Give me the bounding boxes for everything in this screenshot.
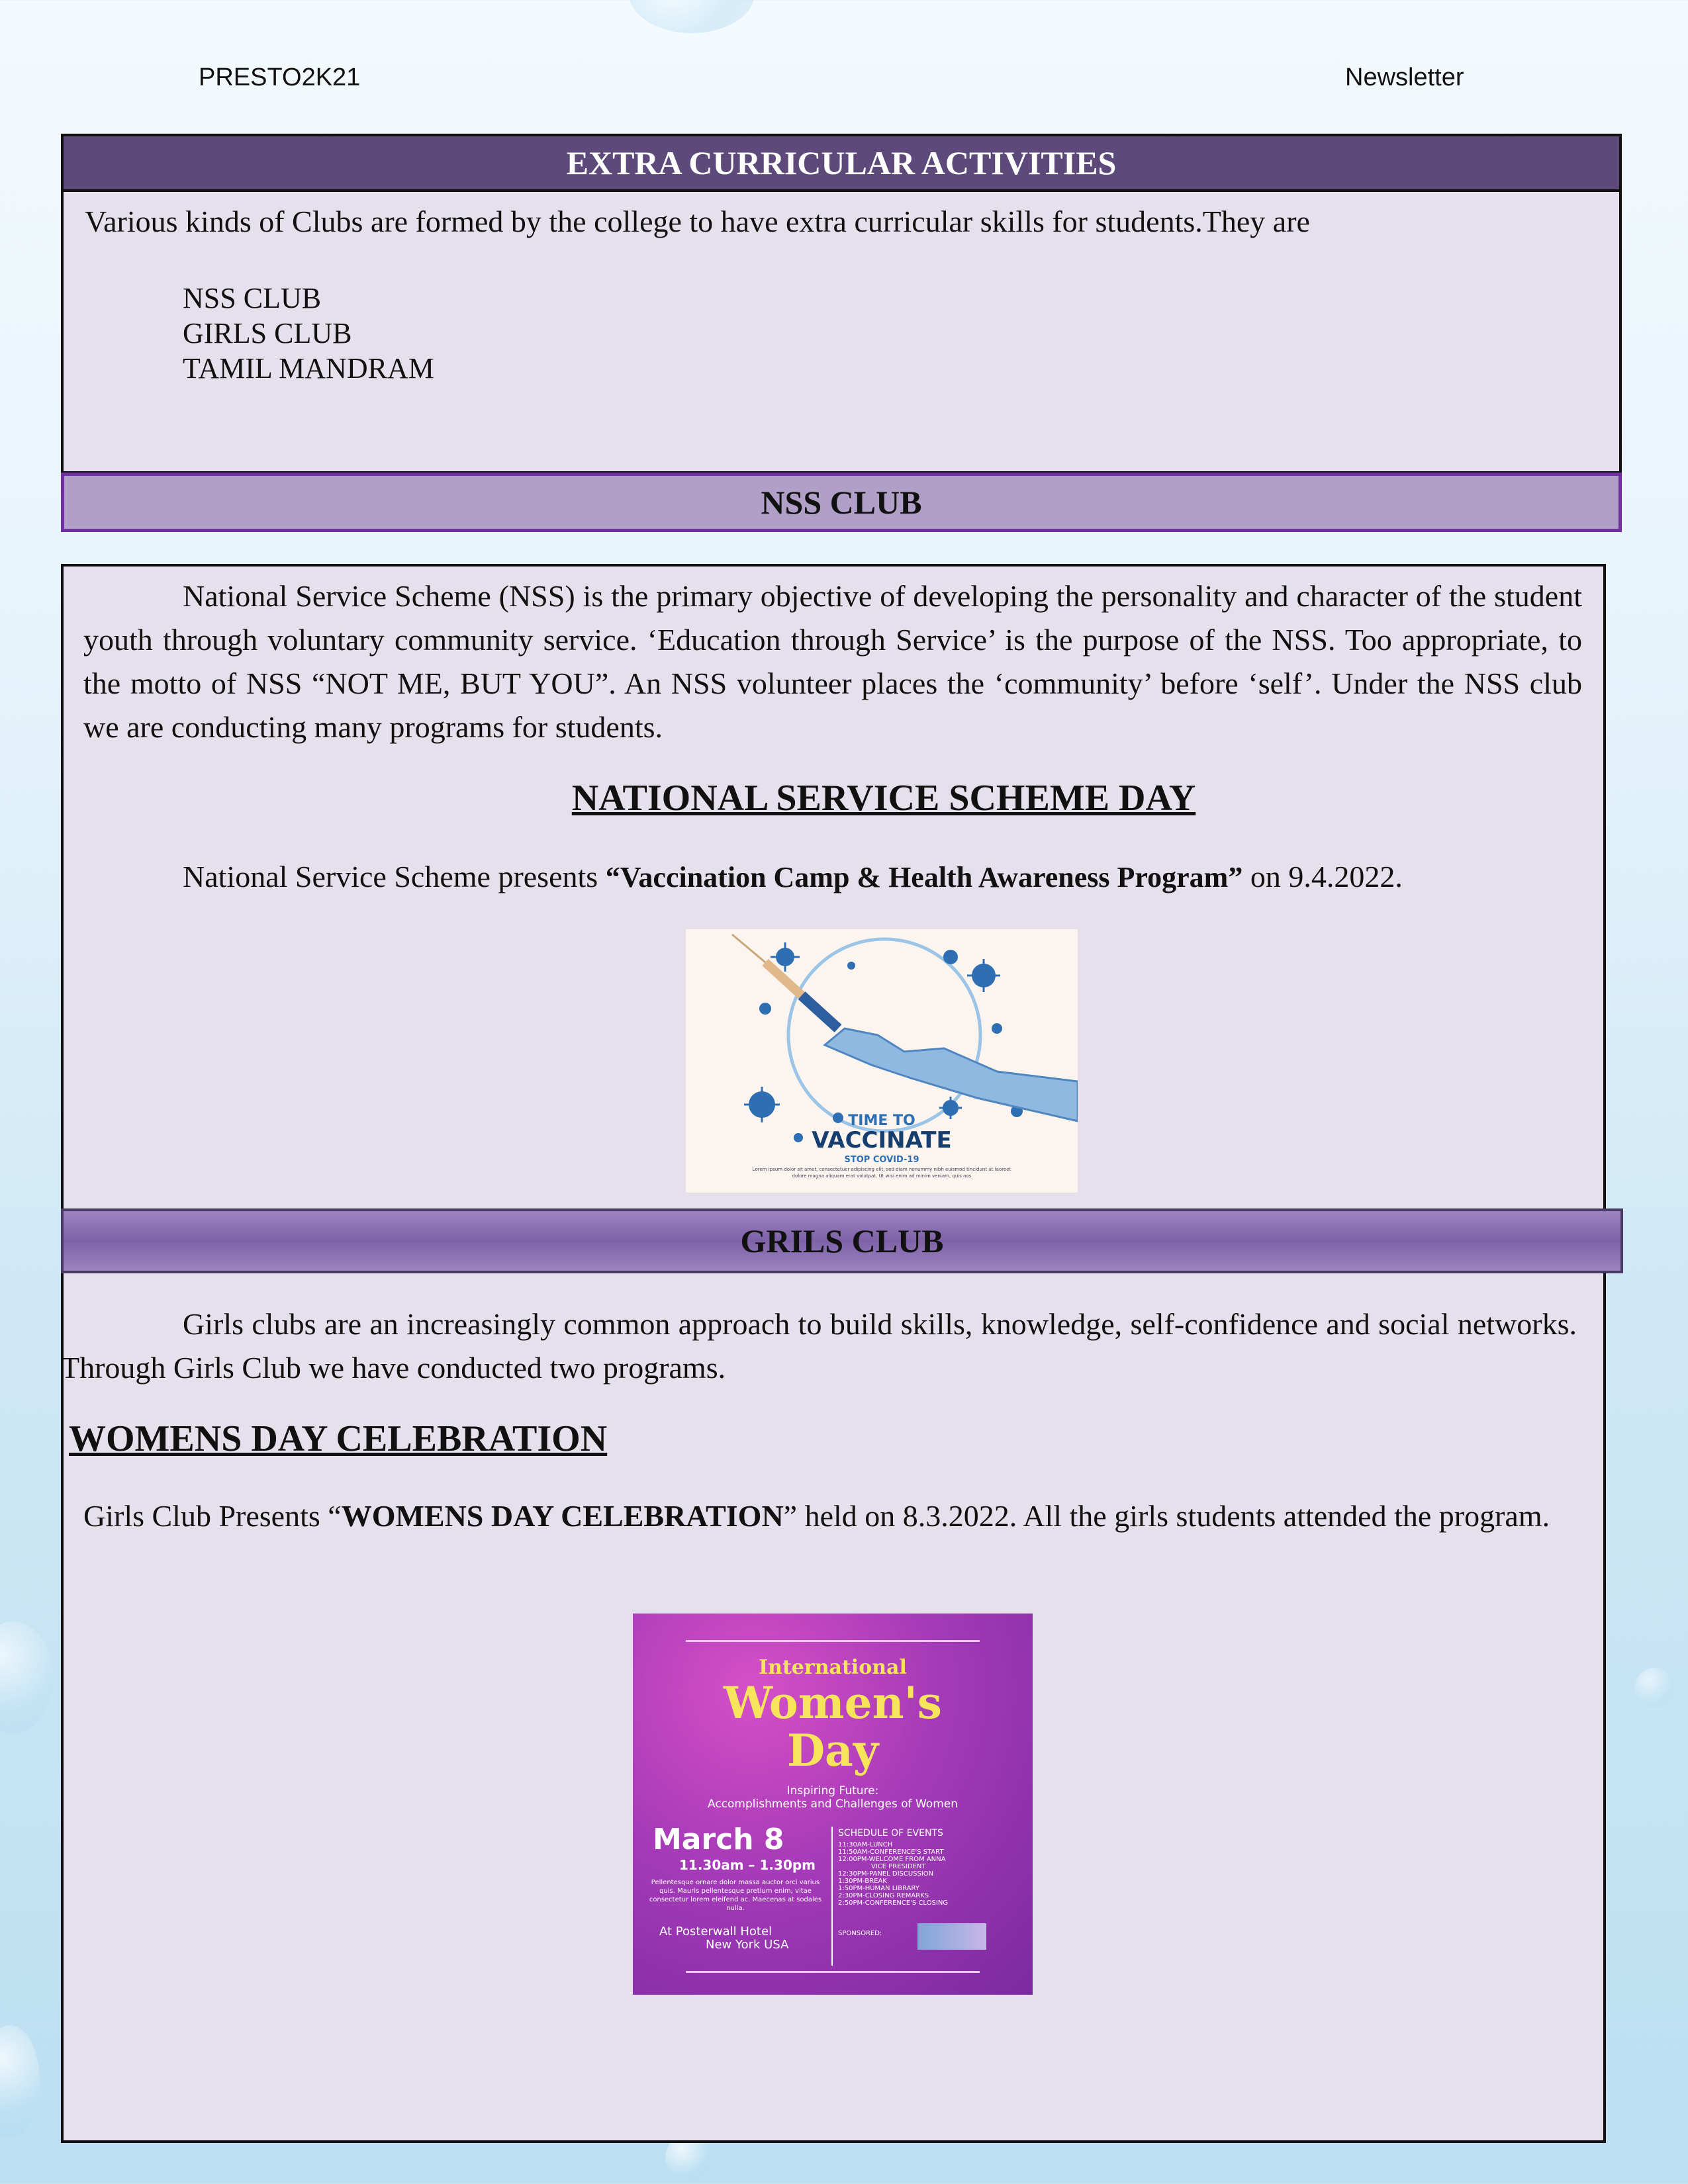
girls-title-band (61, 1208, 1623, 1273)
extracurricular-title: EXTRA CURRICULAR ACTIVITIES (566, 144, 1117, 181)
poster-text-blurb: Pellentesque ornare dolor massa auctor orci varius quis. Mauris pellentesque pretium enim, vitae consectetur lorem eleifend ac. Maecenas at sodales nulla. (649, 1879, 822, 1912)
schedule-item: 11:50AM-CONFERENCE'S START (838, 1848, 944, 1856)
poster-text-lorem: Lorem ipsum dolor sit amet, consectetuer adipiscing elit, sed diam nonummy nibh euismod tincidunt ut laoreet dolore magna aliquam erat volutpat. Ut wisi enim ad minim veniam, quis nos (752, 1167, 1011, 1179)
poster-text-date: March 8 (653, 1823, 784, 1856)
poster-text-time: 11.30am – 1.30pm (679, 1857, 816, 1873)
bubble-decoration (629, 0, 755, 33)
club-list-item: NSS CLUB (183, 282, 322, 314)
poster-flourish (686, 1640, 980, 1642)
bubble-decoration (1635, 1668, 1675, 1707)
poster-text-schedule-title: SCHEDULE OF EVENTS (838, 1828, 943, 1839)
vaccinate-illustration (686, 929, 1078, 1193)
poster-text-time-to: TIME TO (848, 1113, 915, 1129)
poster-text-international: International (759, 1656, 907, 1679)
poster-text-stop-covid: STOP COVID-19 (844, 1155, 919, 1165)
girls-event-line: Girls Club Presents “WOMENS DAY CELEBRATION” held on 8.3.2022. All the girls students attended the program. (83, 1499, 1550, 1533)
club-list (183, 281, 434, 386)
club-list-item: GIRLS CLUB (183, 317, 352, 349)
schedule-item: 12:30PM-PANEL DISCUSSION (838, 1870, 934, 1878)
schedule-item: 2:30PM-CLOSING REMARKS (838, 1892, 929, 1899)
poster-text-womens: Women's (724, 1677, 942, 1729)
club-list-item: TAMIL MANDRAM (183, 352, 434, 385)
schedule-item: 12:00PM-WELCOME FROM ANNA (838, 1856, 946, 1863)
womens-day-poster (633, 1614, 1033, 1995)
poster-schedule (838, 1841, 948, 1907)
schedule-item: 11:30AM-LUNCH (838, 1841, 893, 1848)
extracurricular-title-band (61, 134, 1622, 192)
bubble-decoration (0, 2025, 40, 2138)
sponsor-logo (917, 1923, 986, 1950)
poster-text-vaccinate: VACCINATE (812, 1127, 952, 1154)
schedule-item: VICE PRESIDENT (871, 1863, 926, 1870)
header-left: PRESTO2K21 (199, 64, 361, 91)
nss-title-band (61, 473, 1622, 532)
schedule-item: 2:50PM-CONFERENCE'S CLOSING (838, 1899, 949, 1907)
nss-event-heading: NATIONAL SERVICE SCHEME DAY (571, 778, 1196, 819)
poster-text-venue1: At Posterwall Hotel (659, 1925, 773, 1938)
extracurricular-intro: Various kinds of Clubs are formed by the college to have extra curricular skills for students.They are (85, 205, 1310, 238)
girls-event-heading: WOMENS DAY CELEBRATION (69, 1418, 608, 1459)
girls-paragraph: Girls clubs are an increasingly common approach to build skills, knowledge, self-confidence and social networks. Through Girls Club we have conducted two programs. (61, 1307, 1577, 1385)
header-right: Newsletter (1345, 64, 1464, 91)
nss-title: NSS CLUB (761, 484, 922, 521)
poster-text-venue2: New York USA (706, 1938, 789, 1952)
poster-flourish (686, 1971, 980, 1973)
poster-divider (831, 1827, 833, 1966)
girls-title: GRILS CLUB (740, 1222, 944, 1259)
schedule-item: 1:50PM-HUMAN LIBRARY (838, 1885, 919, 1892)
poster-text-theme1: Inspiring Future: (786, 1784, 879, 1797)
poster-text-sponsored: SPONSORED: (838, 1930, 882, 1937)
nss-event-line: National Service Scheme presents “Vaccination Camp & Health Awareness Program” on 9.4.2022. (183, 860, 1403, 893)
poster-text-day: Day (786, 1725, 879, 1776)
poster-text-theme2: Accomplishments and Challenges of Women (707, 1797, 958, 1811)
bubble-decoration (0, 1621, 53, 1734)
vaccinate-poster (686, 929, 1078, 1193)
nss-paragraph: National Service Scheme (NSS) is the primary objective of developing the personality and character of the student youth through voluntary community service. ‘Education through Service’ is the purpose of the NSS. Too appropriate, to the motto of NSS “NOT ME, BUT YOU”. An NSS volunteer places the ‘community’ before ‘self’. Under the NSS club we are conducting many programs for students. (83, 579, 1582, 744)
schedule-item: 1:30PM-BREAK (838, 1878, 887, 1885)
